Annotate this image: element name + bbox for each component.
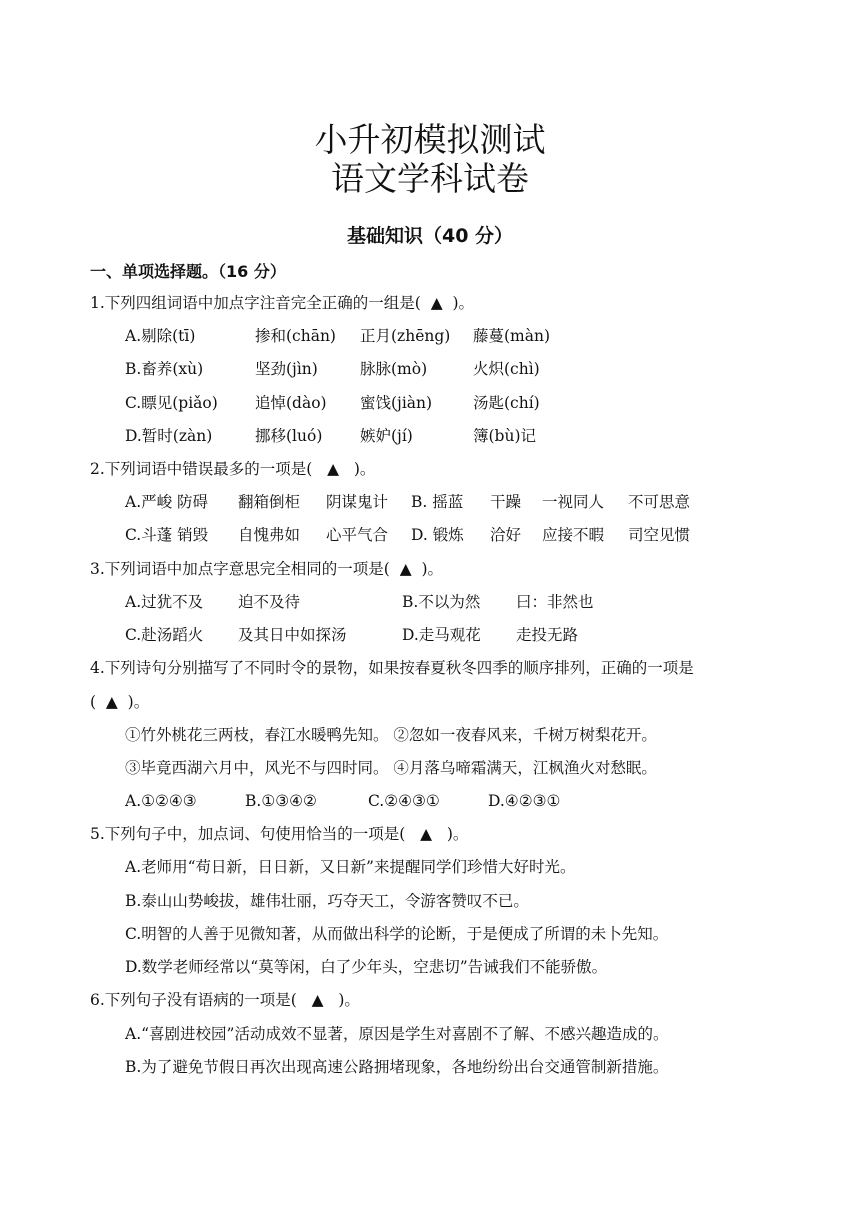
q4-option-d: D.④②③① xyxy=(488,792,561,810)
q3-c-2: 及其日中如探汤 xyxy=(238,626,347,644)
q3-d-1: D.走马观花 xyxy=(402,626,481,644)
q1-d-1: D.暂时(zàn) xyxy=(125,427,213,445)
q1-a-1: A.剔除(tī) xyxy=(125,327,196,345)
q4-option-a: A.①②④③ xyxy=(125,792,197,810)
q2-b-3: 一视同人 xyxy=(542,493,605,511)
q1-c-1: C.瞟见(piǎo) xyxy=(125,394,218,412)
q2-a-1: A.严峻 防碍 xyxy=(125,493,209,511)
q1-c-4: 汤匙(chí) xyxy=(473,394,540,412)
q1-b-4: 火炽(chì) xyxy=(473,360,540,378)
q2-d-3: 应接不暇 xyxy=(542,526,605,544)
q5-option-a: A.老师用“苟日新，日日新，又日新”来提醒同学们珍惜大好时光。 xyxy=(125,858,576,876)
q1-c-3: 蜜饯(jiàn) xyxy=(360,394,433,412)
q3-a-2: 迫不及待 xyxy=(238,593,301,611)
exam-title-line2: 语文学科试卷 xyxy=(331,159,529,198)
q2-a-3: 阴谋鬼计 xyxy=(326,493,389,511)
part-heading: 一、单项选择题。（16 分） xyxy=(90,262,286,281)
q2-a-2: 翻箱倒柜 xyxy=(238,493,301,511)
q6-option-b: B.为了避免节假日再次出现高速公路拥堵现象，各地纷纷出台交通管制新措施。 xyxy=(125,1058,669,1076)
q2-c-3: 心平气合 xyxy=(326,526,389,544)
q1-b-2: 坚劲(jìn) xyxy=(255,360,318,378)
q5-option-b: B.泰山山势峻拔，雄伟壮丽，巧夺天工，令游客赞叹不已。 xyxy=(125,892,529,910)
q3-b-2: 曰：非然也 xyxy=(516,593,594,611)
q2-c-2: 自愧弗如 xyxy=(238,526,301,544)
q2-b-1: B. 摇蓝 xyxy=(411,493,464,511)
q4-option-c: C.②④③① xyxy=(368,792,440,810)
q3-b-1: B.不以为然 xyxy=(402,593,481,611)
q2-b-2: 干躁 xyxy=(490,493,522,511)
q2-b-4: 不可思意 xyxy=(628,493,691,511)
q6-option-a: A.“喜剧进校园”活动成效不显著，原因是学生对喜剧不了解、不感兴趣造成的。 xyxy=(125,1025,669,1043)
q1-c-2: 追悼(dào) xyxy=(255,394,327,412)
q1-d-4: 簿(bù)记 xyxy=(473,427,536,445)
q2-c-1: C.斗蓬 销毁 xyxy=(125,526,209,544)
q3-d-2: 走投无路 xyxy=(516,626,579,644)
q3-a-1: A.过犹不及 xyxy=(125,593,204,611)
section-heading: 基础知识（40 分） xyxy=(346,225,514,247)
q4-poem-1-2: ①竹外桃花三两枝，春江水暖鸭先知。 ②忽如一夜春风来，千树万树梨花开。 xyxy=(125,726,657,744)
q1-a-4: 藤蔓(màn) xyxy=(473,327,551,345)
exam-title-line1: 小升初模拟测试 xyxy=(314,120,546,159)
q2-d-1: D. 锻炼 xyxy=(411,526,464,544)
q3-c-1: C.赴汤蹈火 xyxy=(125,626,204,644)
q6-stem: 6.下列句子没有语病的一项是( ▲ )。 xyxy=(90,991,360,1009)
q1-d-3: 嫉妒(jí) xyxy=(360,427,413,445)
q1-d-2: 挪移(luó) xyxy=(255,427,323,445)
q1-stem: 1.下列四组词语中加点字注音完全正确的一组是( ▲ )。 xyxy=(90,294,475,312)
q1-b-3: 脉脉(mò) xyxy=(360,360,428,378)
q4-poem-3-4: ③毕竟西湖六月中，风光不与四时同。 ④月落乌啼霜满天，江枫渔火对愁眠。 xyxy=(125,759,657,777)
q5-option-c: C.明智的人善于见微知著，从而做出科学的论断，于是便成了所谓的未卜先知。 xyxy=(125,925,669,943)
q3-stem: 3.下列词语中加点字意思完全相同的一项是( ▲ )。 xyxy=(90,560,444,578)
q5-option-d: D.数学老师经常以“莫等闲，白了少年头，空悲切”告诫我们不能骄傲。 xyxy=(125,958,608,976)
q4-stem: 4.下列诗句分别描写了不同时令的景物，如果按春夏秋冬四季的顺序排列，正确的一项是 xyxy=(90,659,694,677)
q1-a-2: 掺和(chān) xyxy=(255,327,336,345)
q4-option-b: B.①③④② xyxy=(245,792,317,810)
q2-d-4: 司空见惯 xyxy=(628,526,691,544)
q2-d-2: 洽好 xyxy=(490,526,522,544)
q5-stem: 5.下列句子中，加点词、句使用恰当的一项是( ▲ )。 xyxy=(90,825,469,843)
q1-b-1: B.畜养(xù) xyxy=(125,360,204,378)
q4-stem-cont: ( ▲ )。 xyxy=(90,693,150,711)
q2-stem: 2.下列词语中错误最多的一项是( ▲ )。 xyxy=(90,460,376,478)
q1-a-3: 正月(zhēng) xyxy=(360,327,451,345)
